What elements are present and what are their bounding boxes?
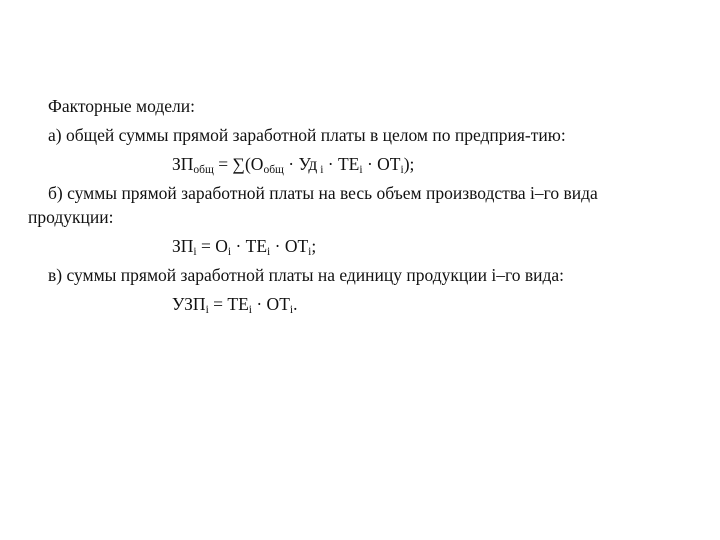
- formula-b: [172, 238, 316, 259]
- item-b-text-line2: продукции:: [28, 207, 114, 227]
- formula-a-part: );: [403, 154, 415, 174]
- formula-a-subscript: i: [359, 164, 363, 176]
- formula-a-part: · Уд: [283, 154, 318, 174]
- item-c-text: в) суммы прямой заработной платы на единицу продукции i–го вида:: [48, 265, 565, 285]
- formula-a-subscript: i: [317, 164, 324, 176]
- formula-b-subscript: i: [267, 246, 271, 258]
- formula-c-part: УЗП: [172, 294, 206, 314]
- formula-a-part: · ТЕ: [323, 154, 360, 174]
- formula-b-part: = О: [196, 236, 228, 256]
- formula-b-subscript: i: [227, 246, 232, 258]
- formula-c-part: · ОТ: [251, 294, 290, 314]
- formula-a-part: · ОТ: [362, 154, 401, 174]
- formula-a-subscript: общ: [193, 164, 214, 176]
- formula-b-part: · ОТ: [270, 236, 309, 256]
- formula-a-part: ЗП: [172, 154, 194, 174]
- formula-a-part: = ∑(О: [213, 154, 264, 174]
- formula-b-subscript: i: [308, 246, 312, 258]
- formula-b-part: · ТЕ: [231, 236, 268, 256]
- formula-b-part: ;: [311, 236, 317, 256]
- formula-c: [172, 296, 297, 317]
- item-a-text: а) общей суммы прямой заработной платы в целом по предприя-тию:: [48, 125, 566, 145]
- formula-c-subscript: i: [289, 304, 294, 316]
- formula-c-subscript: i: [205, 304, 209, 316]
- formula-c-subscript: i: [248, 304, 252, 316]
- formula-a: [172, 156, 414, 177]
- formula-b-subscript: i: [193, 246, 197, 258]
- heading-factor-models: Факторные модели:: [48, 96, 195, 116]
- formula-c-part: = ТЕ: [208, 294, 249, 314]
- formula-b-part: ЗП: [172, 236, 194, 256]
- item-b-text-line1: б) суммы прямой заработной платы на весь объем производства i–го вида: [48, 183, 598, 203]
- formula-c-part: .: [293, 294, 298, 314]
- formula-a-subscript: i: [400, 164, 404, 176]
- formula-a-subscript: общ: [263, 164, 284, 176]
